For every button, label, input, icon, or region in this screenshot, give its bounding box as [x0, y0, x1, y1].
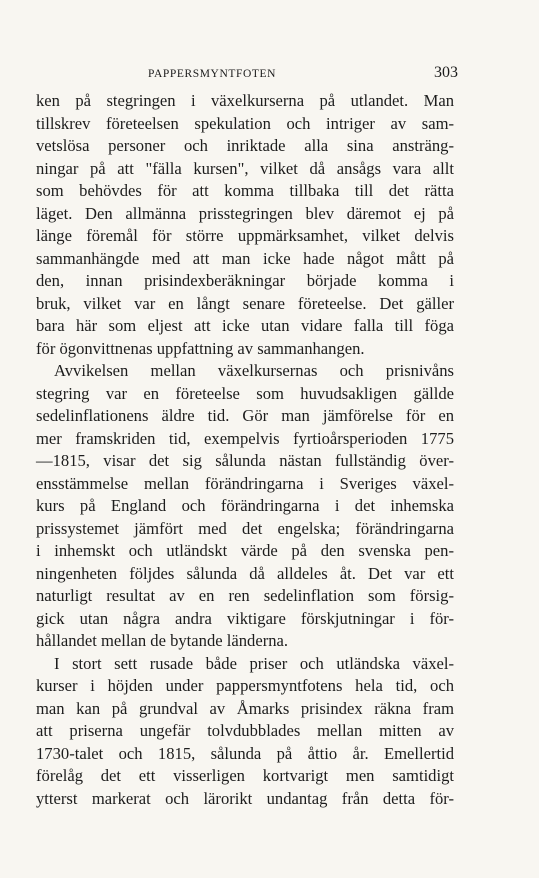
text-line: kurser i höjden under pappersmyntfotens hela tid, och — [36, 676, 454, 695]
text-line: förelåg det ett visserligen kortvarigt men samtidigt — [36, 766, 454, 785]
text-line: den, innan prisindexberäkningar började komma i — [36, 271, 454, 290]
text-line: 1730-talet och 1815, sålunda på åttio år. Emellertid — [36, 743, 454, 763]
text-line: bara här som eljest att icke utan vidare falla till föga — [36, 316, 454, 335]
text-line: ensstämmelse mellan förändringarna i Sveriges växel- — [36, 473, 454, 493]
text-line: i inhemskt och utländskt värde på den svenska pen- — [36, 541, 454, 560]
text-line: prissystemet jämfört med det engelska; förändringarna — [36, 518, 454, 538]
running-head: PAPPERSMYNTFOTEN — [148, 68, 277, 80]
text-line: ningenheten följdes sålunda då alldeles åt. Det var ett — [36, 563, 454, 583]
text-line: vetslösa personer och inriktade alla sina ansträng- — [36, 136, 454, 155]
paragraph — [36, 360, 454, 653]
text-line: Avvikelsen mellan växelkursernas och prisnivåns — [54, 361, 454, 380]
text-line: gick utan några andra viktigare förskjutningar i för- — [36, 608, 454, 628]
page-number: 303 — [434, 64, 458, 81]
page-header — [62, 64, 462, 88]
text-line: sammanhängde med att man icke hade något mått på — [36, 248, 454, 268]
text-line: mer framskriden tid, exempelvis fyrtioårsperioden 1775 — [36, 428, 454, 448]
text-line: sedelinflationens äldre tid. Gör man jämförelse för en — [36, 406, 454, 425]
text-line: att priserna ungefär tolvdubblades mellan mitten av — [36, 721, 454, 740]
text-line: stegring var en företeelse som huvudsakligen gällde — [36, 383, 454, 403]
text-line: bruk, vilket var en långt senare företeelse. Det gäller — [36, 293, 454, 313]
text-line: länge föremål för större uppmärksamhet, vilket delvis — [36, 226, 454, 245]
text-line: ningar på att "fälla kursen", vilket då ansågs vara allt — [36, 158, 454, 178]
text-line: som behövdes för att komma tillbaka till det rätta — [36, 181, 454, 200]
text-line: kurs på England och förändringarna i det inhemska — [36, 496, 454, 515]
text-line: tillskrev företeelsen spekulation och intriger av sam- — [36, 113, 454, 133]
text-line: ken på stegringen i växelkurserna på utlandet. Man — [36, 91, 454, 110]
text-line: hållandet mellan de bytande länderna. — [36, 631, 289, 650]
text-line: ytterst markerat och lärorikt undantag från detta för- — [36, 788, 454, 808]
body-text — [36, 90, 454, 810]
text-line: läget. Den allmänna prisstegringen blev däremot ej på — [36, 203, 454, 223]
text-line: naturligt resultat av en ren sedelinflation som försig- — [36, 586, 454, 605]
text-line: man kan på grundval av Åmarks prisindex räkna fram — [36, 698, 454, 718]
paragraph — [36, 90, 454, 360]
text-line: I stort sett rusade både priser och utländska växel- — [54, 653, 454, 673]
text-line: —1815, visar det sig sålunda nästan fullständig över- — [36, 451, 454, 470]
text-line: för ögonvittnenas uppfattning av sammanhangen. — [36, 338, 365, 358]
paragraph — [36, 653, 454, 811]
